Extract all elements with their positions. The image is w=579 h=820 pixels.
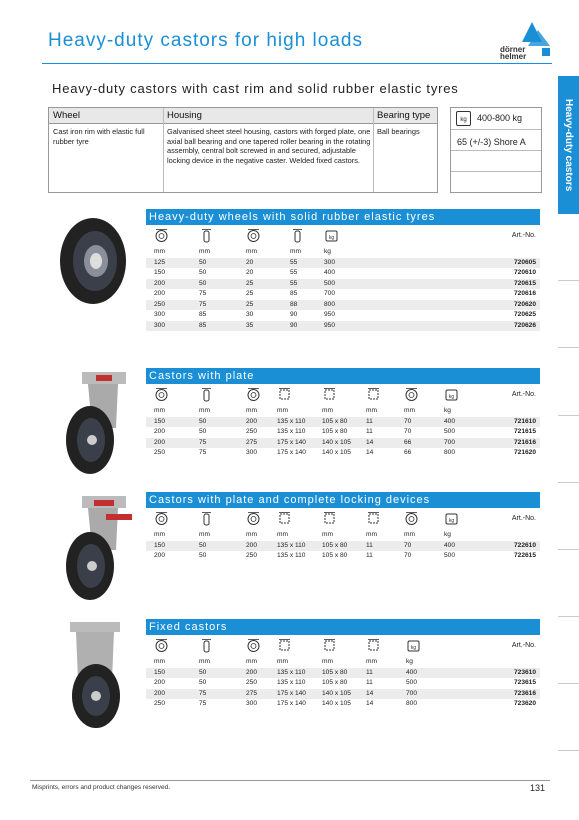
table-cell: 75 [199, 689, 207, 697]
load-capacity-icon [406, 638, 421, 653]
bolt-hole-icon [366, 638, 381, 653]
article-number-header: Art.-No. [511, 642, 536, 649]
table-body [146, 417, 540, 459]
table-row [146, 300, 540, 311]
product-section [146, 368, 540, 459]
table-cell: 150 [154, 417, 166, 425]
unit-label: mm [322, 658, 333, 665]
table-cell: 150 [154, 541, 166, 549]
table-cell: 300 [324, 258, 336, 266]
info-header-housing: Housing [167, 110, 202, 121]
table-cell: 150 [154, 269, 166, 276]
table-cell: 75 [199, 300, 207, 308]
section-subtitle: Heavy-duty castors with cast rim and solid rubber elastic tyres [52, 81, 459, 96]
table-row [146, 448, 540, 459]
table-cell: 85 [290, 290, 298, 297]
article-number: 720620 [513, 300, 536, 308]
side-tab-label: Heavy-duty castors [563, 98, 574, 192]
table-cell: 250 [154, 300, 166, 308]
table-row [146, 551, 540, 562]
table-cell: 400 [444, 541, 456, 549]
product-section [146, 492, 540, 562]
table-cell: 85 [199, 321, 207, 329]
table-cell: 105 x 80 [322, 417, 348, 425]
article-number: 723616 [513, 689, 536, 697]
article-number-header: Art.-No. [511, 391, 536, 398]
table-row [146, 258, 540, 269]
side-divider [558, 280, 579, 281]
table-cell: 11 [366, 417, 373, 425]
table-cell: 200 [154, 689, 166, 697]
table-row [146, 427, 540, 438]
table-cell: 275 [246, 689, 258, 697]
article-number-header: Art.-No. [511, 515, 536, 522]
units-row [146, 657, 540, 668]
unit-label: mm [322, 407, 333, 414]
side-tab[interactable] [558, 76, 579, 214]
table-body [146, 668, 540, 710]
heavy-duty-wheel-image [52, 212, 134, 310]
table-cell: 75 [199, 449, 207, 456]
fixed-castor-image [60, 618, 134, 730]
bearing-description: Ball bearings [377, 127, 420, 136]
table-cell: 55 [290, 279, 298, 287]
table-cell: 800 [406, 700, 418, 707]
svg-text:kg: kg [410, 645, 417, 651]
side-divider [558, 415, 579, 416]
table-cell: 135 x 110 [277, 417, 306, 425]
side-divider [558, 616, 579, 617]
table-row [146, 438, 540, 449]
table-cell: 175 x 140 [277, 689, 306, 697]
table-cell: 105 x 80 [322, 679, 348, 686]
table-cell: 135 x 110 [277, 428, 306, 435]
unit-label: kg [324, 248, 331, 255]
table-cell: 70 [404, 541, 412, 549]
table-cell: 500 [444, 428, 456, 435]
unit-label: mm [322, 531, 333, 538]
table-cell: 105 x 80 [322, 668, 348, 676]
icon-row [146, 225, 540, 247]
table-cell: 300 [154, 311, 166, 318]
article-number: 720626 [513, 321, 536, 329]
table-cell: 250 [154, 449, 166, 456]
svg-text:kg: kg [448, 394, 455, 400]
unit-label: mm [277, 531, 288, 538]
table-row [146, 668, 540, 679]
side-divider [558, 683, 579, 684]
article-number: 721615 [513, 428, 536, 435]
table-cell: 200 [154, 428, 166, 435]
side-divider [558, 750, 579, 751]
table-body [146, 258, 540, 332]
header-divider [42, 63, 552, 64]
swivel-castor-image [58, 368, 138, 478]
table-cell: 90 [290, 311, 298, 318]
section-title: Heavy-duty wheels with solid rubber elastic tyres [146, 209, 540, 225]
hub-length-icon [290, 228, 305, 243]
side-divider [558, 549, 579, 550]
article-number: 721610 [513, 417, 536, 425]
unit-label: mm [404, 531, 415, 538]
unit-label: mm [246, 531, 257, 538]
table-cell: 25 [246, 279, 254, 287]
unit-label: mm [290, 248, 301, 255]
table-cell: 200 [154, 290, 166, 297]
unit-label: mm [154, 531, 165, 538]
table-cell: 11 [366, 668, 373, 676]
unit-label: mm [277, 407, 288, 414]
unit-label: mm [277, 658, 288, 665]
table-cell: 50 [199, 417, 207, 425]
table-cell: 11 [366, 428, 373, 435]
table-cell: 105 x 80 [322, 428, 348, 435]
locking-castor-image [58, 492, 140, 604]
article-number: 721620 [513, 449, 536, 456]
table-cell: 200 [154, 438, 166, 446]
load-capacity-icon [444, 387, 459, 402]
plate-size-icon [277, 511, 292, 526]
info-header-bearing: Bearing type [377, 110, 431, 121]
article-number: 720605 [513, 258, 536, 266]
svg-text:kg: kg [448, 518, 455, 524]
table-cell: 70 [404, 428, 412, 435]
table-cell: 500 [324, 279, 336, 287]
table-cell: 700 [444, 438, 456, 446]
table-cell: 14 [366, 689, 374, 697]
table-cell: 11 [366, 552, 373, 559]
table-cell: 500 [444, 552, 456, 559]
unit-label: mm [199, 407, 210, 414]
table-cell: 135 x 110 [277, 541, 306, 549]
table-cell: 250 [246, 679, 258, 686]
footer-divider [30, 780, 550, 781]
column-divider [373, 108, 374, 192]
table-cell: 200 [154, 279, 166, 287]
table-cell: 14 [366, 700, 374, 707]
table-cell: 90 [290, 321, 298, 329]
table-row [146, 678, 540, 689]
units-row [146, 247, 540, 258]
table-cell: 950 [324, 321, 336, 329]
table-cell: 11 [366, 679, 373, 686]
table-cell: 75 [199, 438, 207, 446]
spec-divider [451, 150, 541, 151]
housing-description: Galvanised sheet steel housing, castors with forged plate, one axial ball bearing and one tapered roller bearing in the rotating assembly, central bolt screwed in and secured, adjustable locking device in the negative caster. Welded fixed castors. [167, 127, 371, 165]
product-section [146, 209, 540, 331]
side-divider [558, 347, 579, 348]
article-number: 720615 [513, 279, 536, 287]
table-cell: 175 x 140 [277, 449, 306, 456]
plate-size-icon [277, 638, 292, 653]
table-cell: 85 [199, 311, 207, 318]
table-row [146, 541, 540, 552]
load-range: 400-800 kg [477, 113, 523, 123]
table-cell: 135 x 110 [277, 668, 306, 676]
wheel-width-icon [199, 638, 214, 653]
table-cell: 950 [324, 311, 336, 318]
icon-row [146, 635, 540, 657]
table-row [146, 689, 540, 700]
tyre-hardness: 65 (+/-3) Shore A [457, 137, 526, 147]
table-cell: 200 [246, 541, 258, 549]
hole-spacing-icon [322, 638, 337, 653]
table-cell: 70 [404, 417, 412, 425]
spec-divider [451, 171, 541, 172]
table-cell: 25 [246, 290, 254, 297]
table-body [146, 541, 540, 562]
article-number: 722615 [513, 552, 536, 559]
table-cell: 25 [246, 300, 254, 308]
article-number-header: Art.-No. [511, 232, 536, 239]
page-number: 131 [530, 783, 546, 793]
wheel-width-icon [199, 387, 214, 402]
table-cell: 50 [199, 541, 207, 549]
table-cell: 66 [404, 438, 412, 446]
table-cell: 55 [290, 258, 298, 266]
plate-size-icon [277, 387, 292, 402]
table-cell: 14 [366, 449, 374, 456]
units-row [146, 406, 540, 417]
overall-height-icon [246, 387, 261, 402]
table-cell: 150 [154, 668, 166, 676]
table-cell: 125 [154, 258, 166, 266]
table-cell: 14 [366, 438, 374, 446]
table-cell: 300 [246, 700, 258, 707]
table-row [146, 268, 540, 279]
table-cell: 400 [324, 269, 336, 276]
table-cell: 50 [199, 668, 207, 676]
table-cell: 75 [199, 290, 207, 297]
table-cell: 135 x 110 [277, 679, 306, 686]
table-cell: 50 [199, 428, 207, 435]
table-row [146, 417, 540, 428]
table-cell: 400 [444, 417, 456, 425]
table-cell: 70 [404, 552, 412, 559]
table-cell: 140 x 105 [322, 438, 351, 446]
article-number: 722610 [513, 541, 536, 549]
table-cell: 275 [246, 438, 258, 446]
wheel-diameter-icon [154, 228, 169, 243]
info-header-wheel: Wheel [53, 110, 80, 121]
table-cell: 700 [324, 290, 336, 297]
load-capacity-icon: kg [456, 111, 471, 126]
wheel-width-icon [199, 511, 214, 526]
article-number: 721616 [513, 438, 536, 446]
overall-height-icon [246, 511, 261, 526]
load-capacity-icon [324, 228, 339, 243]
wheel-diameter-icon [154, 387, 169, 402]
hole-spacing-icon [322, 511, 337, 526]
unit-label: kg [444, 407, 451, 414]
table-cell: 66 [404, 449, 412, 456]
unit-label: mm [199, 248, 210, 255]
table-cell: 75 [199, 700, 207, 707]
table-cell: 800 [324, 300, 336, 308]
table-cell: 300 [154, 321, 166, 329]
unit-label: mm [366, 658, 377, 665]
table-row [146, 321, 540, 332]
table-cell: 50 [199, 552, 207, 559]
load-capacity-icon [444, 511, 459, 526]
hole-spacing-icon [322, 387, 337, 402]
unit-label: mm [154, 407, 165, 414]
table-cell: 200 [154, 679, 166, 686]
unit-label: mm [154, 658, 165, 665]
svg-text:kg: kg [328, 235, 335, 241]
table-cell: 175 x 140 [277, 700, 306, 707]
table-cell: 105 x 80 [322, 552, 348, 559]
hub-diameter-icon [246, 228, 261, 243]
table-cell: 250 [154, 700, 166, 707]
offset-icon [404, 511, 419, 526]
side-divider [558, 482, 579, 483]
unit-label: mm [246, 407, 257, 414]
unit-label: mm [199, 658, 210, 665]
bolt-hole-icon [366, 387, 381, 402]
section-title: Castors with plate and complete locking devices [146, 492, 540, 508]
table-cell: 500 [406, 679, 418, 686]
table-cell: 50 [199, 279, 207, 287]
table-cell: 400 [406, 668, 418, 676]
table-row [146, 699, 540, 710]
table-cell: 140 x 105 [322, 700, 351, 707]
article-number: 723615 [513, 679, 536, 686]
bolt-hole-icon [366, 511, 381, 526]
table-row [146, 279, 540, 290]
table-cell: 50 [199, 679, 207, 686]
unit-label: mm [154, 248, 165, 255]
info-header-row [49, 108, 437, 124]
table-cell: 140 x 105 [322, 689, 351, 697]
table-cell: 11 [366, 541, 373, 549]
table-cell: 135 x 110 [277, 552, 306, 559]
icon-row [146, 508, 540, 530]
wheel-width-icon [199, 228, 214, 243]
article-number: 720616 [513, 290, 536, 297]
table-cell: 35 [246, 321, 254, 329]
article-number: 723620 [513, 700, 536, 707]
table-cell: 20 [246, 258, 254, 266]
section-title: Fixed castors [146, 619, 540, 635]
article-number: 720610 [513, 269, 536, 276]
unit-label: mm [366, 531, 377, 538]
table-cell: 20 [246, 269, 254, 276]
table-cell: 140 x 105 [322, 449, 351, 456]
table-cell: 800 [444, 449, 456, 456]
table-cell: 105 x 80 [322, 541, 348, 549]
product-section [146, 619, 540, 710]
unit-label: mm [199, 531, 210, 538]
unit-label: kg [444, 531, 451, 538]
unit-label: mm [366, 407, 377, 414]
table-row [146, 310, 540, 321]
unit-label: mm [404, 407, 415, 414]
icon-row [146, 384, 540, 406]
table-cell: 200 [246, 417, 258, 425]
article-number: 720625 [513, 311, 536, 318]
offset-icon [404, 387, 419, 402]
footer-disclaimer: Misprints, errors and product changes reserved. [32, 784, 171, 791]
table-cell: 700 [406, 689, 418, 697]
page-title: Heavy-duty castors for high loads [48, 30, 363, 51]
brand-logo-text: dörner helmer [500, 45, 527, 61]
table-cell: 300 [246, 449, 258, 456]
article-number: 723610 [513, 668, 536, 676]
table-cell: 200 [246, 668, 258, 676]
column-divider [163, 108, 164, 192]
table-row [146, 289, 540, 300]
table-cell: 50 [199, 258, 207, 266]
wheel-diameter-icon [154, 511, 169, 526]
unit-label: kg [406, 658, 413, 665]
unit-label: mm [246, 658, 257, 665]
table-cell: 250 [246, 428, 258, 435]
table-cell: 50 [199, 269, 207, 276]
unit-label: mm [246, 248, 257, 255]
spec-divider [451, 129, 541, 130]
units-row [146, 530, 540, 541]
table-cell: 200 [154, 552, 166, 559]
table-cell: 175 x 140 [277, 438, 306, 446]
table-cell: 55 [290, 269, 298, 276]
spec-box [450, 107, 542, 193]
wheel-diameter-icon [154, 638, 169, 653]
table-cell: 88 [290, 300, 298, 308]
table-cell: 30 [246, 311, 254, 318]
product-info-table [48, 107, 438, 193]
table-cell: 250 [246, 552, 258, 559]
wheel-description: Cast iron rim with elastic full rubber tyre [53, 127, 145, 146]
overall-height-icon [246, 638, 261, 653]
section-title: Castors with plate [146, 368, 540, 384]
